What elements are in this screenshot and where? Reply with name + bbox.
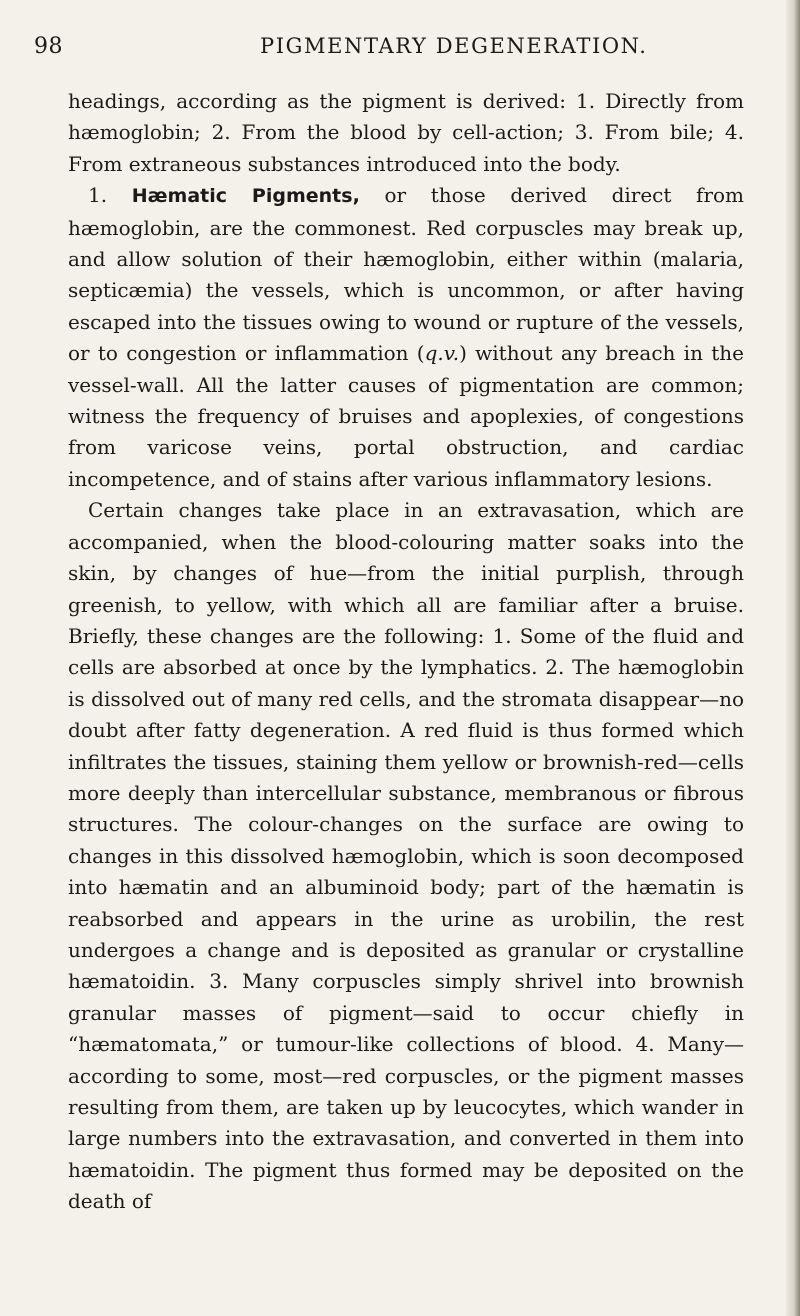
paragraph-continuation: [68, 86, 744, 180]
body-text: [68, 86, 744, 1218]
page-number: 98: [34, 34, 63, 59]
paragraph-text: Certain changes take place in an extravasation, which are accompanied, when the blood-colouring matter soaks into the skin, by changes of hue—from the initial purplish, through greenish, to yellow, with which all are familiar after a bruise. Briefly, these changes are the following: 1. Some of the fluid and cells are absorbed at once by the lymphatics. 2. The hæmoglobin is dissolved out of many red cells, and the stromata disappear—no doubt after fatty degeneration. A red fluid is thus formed which infiltrates the tissues, staining them yellow or brownish-red—cells more deeply than intercellular substance, membranous or fibrous structures. The colour-changes on the surface are owing to changes in this dissolved hæmoglobin, which is soon decomposed into hæmatin and an albuminoid body; part of the hæmatin is reabsorbed and appears in the urine as urobilin, the rest undergoes a change and is deposited as granular or crystalline hæmatoidin. 3. Many corpuscles simply shrivel into brownish granular masses of pigment—said to occur chiefly in “hæmatomata,” or tumour-like collections of blood. 4. Many—according to some, most—red corpuscles, or the pigment masses resulting from them, are taken up by leucocytes, which wander in large numbers into the extravasation, and converted in them into hæmatoidin. The pigment thus formed may be deposited on the death of: [68, 498, 744, 1214]
section-number: 1.: [88, 183, 108, 208]
italic-reference: q.v.: [424, 341, 460, 366]
page-edge-shadow: [786, 0, 800, 1316]
page-header: [34, 34, 754, 68]
paragraph-haematic-pigments: [68, 180, 744, 495]
running-head: PIGMENTARY DEGENERATION.: [260, 34, 648, 58]
paragraph-text: ) without any breach in the vessel-wall. All the latter causes of pigmentation are common; witness the frequency of bruises and apoplexies, of congestions from varicose veins, portal obstruction, and cardiac incompetence, and of stains after various inflammatory lesions.: [68, 341, 744, 491]
paragraph-text: headings, according as the pigment is derived: 1. Directly from hæmoglobin; 2. From the blood by cell-action; 3. From bile; 4. From extraneous substances introduced into the body.: [68, 89, 744, 176]
paragraph-extravasation: [68, 495, 744, 1217]
section-heading: Hæmatic Pigments,: [131, 185, 360, 208]
paragraph-text: or those derived direct from hæmoglobin, are the commonest. Red corpuscles may break up, and allow solution of their hæmoglobin, either within (malaria, septicæmia) the vessels, which is uncommon, or after having escaped into the tissues owing to wound or rupture of the vessels, or to congestion or inflammation (: [68, 183, 745, 366]
